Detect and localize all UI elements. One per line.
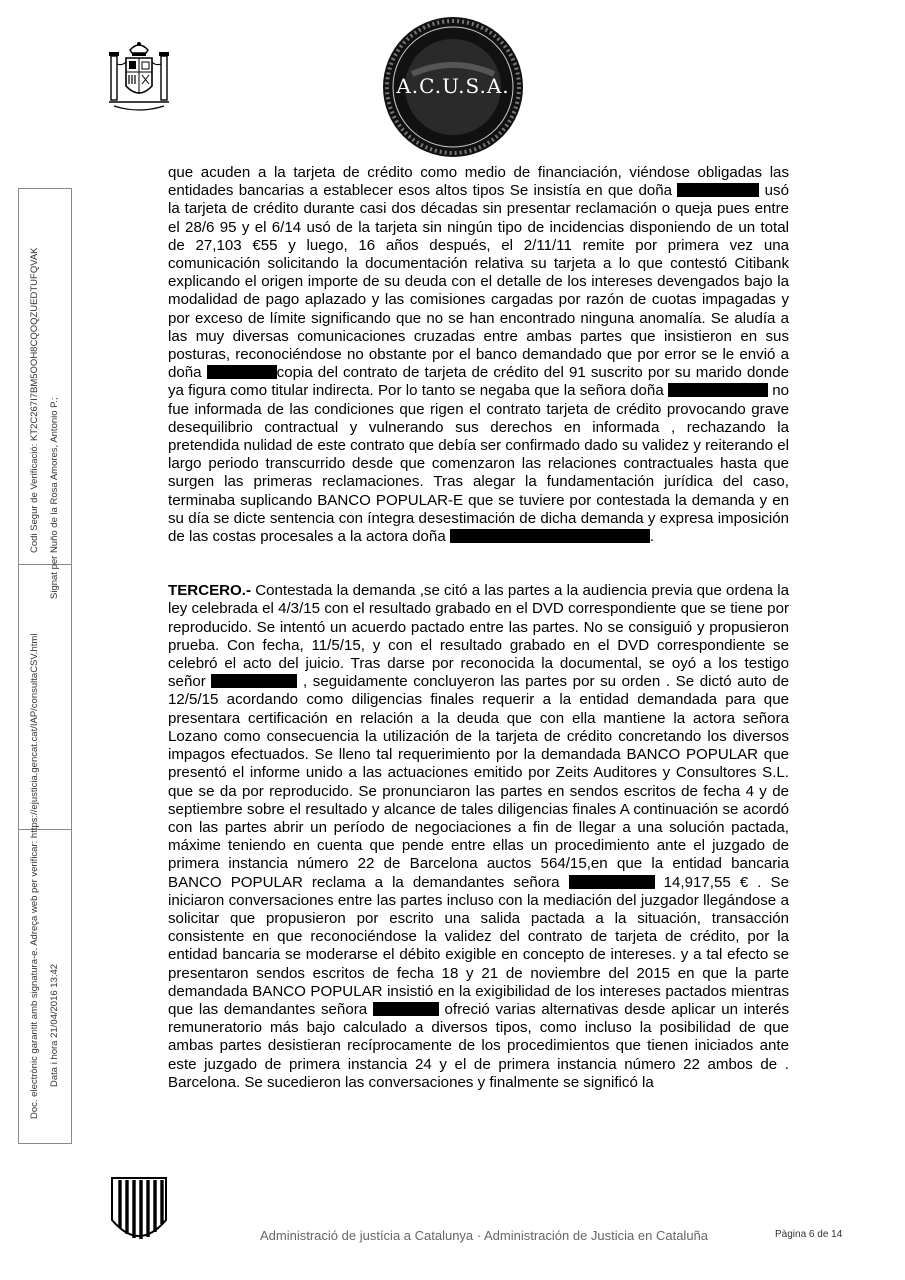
text-run: no fue informada de las condiciones que rigen el contrato tarjeta de crédito provocando grave desequilibrio contractual y vulnerando sus derechos en informada , rechazando la pretendida nulidad de este contrato que debía ser confirmado dado su validez y reiterando el largo periodo transcurrido desde que comenzaron las relaciones contractuales hasta que surgen las primeras reclamaciones. Tras alegar la fundamentación jurídica del caso, terminaba suplicando BANCO POPULAR-E que se tuviere por contestada la demanda y en su día se dicte sentencia con íntegra desestimación de dicha demanda y expresa imposición de las costas procesales a la actora doña: [168, 382, 790, 546]
text-run: Contestada la demanda ,se citó a las partes a la audiencia previa que ordena la ley celebrada el 4/3/15 con el resultado grabado en el DVD correspondiente que se tiene por reproducido. Se intentó un acuerdo pactado entre las partes. No se consiguió y propusieron prueba. Con fecha, 11/5/15, y con el resultado grabado en el DVD correspondiente se celebró el acto del juicio. Tras darse por reconocida la documental, se oyó a los testigo señor: [168, 582, 789, 691]
redaction-bar: [373, 1002, 439, 1016]
redaction-bar: [677, 183, 759, 197]
redaction-bar: [450, 529, 650, 543]
redaction-bar: [569, 875, 655, 889]
acusa-seal-text: A.C.U.S.A.: [396, 74, 510, 98]
paragraph-tercero: [168, 582, 789, 1092]
sidebar-divider: [19, 829, 71, 830]
text-run: .: [649, 528, 655, 546]
spain-coat-of-arms-icon: [108, 40, 170, 114]
sidebar-signed-by: Signat per Nuño de la Rosa Amores, Antonio P.;: [49, 397, 60, 599]
text-run: usó la tarjeta de crédito durante casi dos décadas sin presentar reclamación o queja pues entre el 28/6 95 y el 6/14 usó de la tarjeta sin ningún tipo de incidencias disponiendo de un total de 27,103 €55 y luego, 16 años después, el 2/11/11 remite por primera vez una comunicación solicitando la documentación relativa su tarjeta a lo que contestó Citibank explicando el origen importe de su deuda con el detalle de los intereses devengados bajo la modalidad de pago aplazado y las comisiones cargadas por razón de cuotas impagadas y por exceso de límite significando que no se han encontrado ninguna anomalía. Se aludía a las muy diversas comunicaciones cruzadas entre ambas partes que insistieron en sus posturas, reconociéndose no obstante por el banco demandado que por error se le envió a doña: [168, 182, 789, 382]
verification-sidebar: [18, 188, 72, 1144]
footer-text: Administració de justícia a Catalunya · Administración de Justicia en Cataluña: [260, 1228, 709, 1243]
page-number: Pàgina 6 de 14: [775, 1229, 843, 1240]
document-body: [168, 164, 789, 1092]
paragraph-allegations: [168, 164, 789, 546]
text-run: , seguidamente concluyeron las partes por su orden . Se dictó auto de 12/5/15 acordando como diligencias finales requerir a la entidad demandada para que presentara certificación en relación a la deuda que con ella mantiene la actora señora Lozano como consecuencia la utilización de la tarjeta de crédito concretando los diversos impagos efectuados. Se lleno tal requerimiento por la demandada BANCO POPULAR que presentó el informe unido a las actuaciones emitido por Zeits Auditores y Consultores S.L. que se da por reproducido. Se pronunciaron las partes en sendos escritos de fecha 4 y de septiembre sobre el resultado y alcance de tales diligencias finales A continuación se acordó con las partes abrir un período de negociaciones a fin de llegar a una solución pactada, máxime teniendo en cuenta que pende entre ellas un procedimiento ante el juzgado de primera instancia número 22 de Barcelona auctos 564/15,en que la entidad bancaria BANCO POPULAR reclama a la demandantes señora: [168, 673, 789, 891]
text-run: que acuden a la tarjeta de crédito como medio de financiación, viéndose obligadas las entidades bancarias a establecer esos altos tipos Se insistía en que doña: [168, 164, 789, 200]
section-heading: TERCERO.-: [168, 582, 252, 600]
redaction-bar: [211, 674, 297, 688]
sidebar-verify-url-text: Doc. electrònic garantit amb signatura-e. Adreça web per verificar: https://ejusticia.gencat.cat/IAP/consultaCSV.html: [29, 633, 40, 1119]
text-run: 14,917,55 € . Se iniciaron conversaciones entre las partes incluso con la mediación del juzgador llegándose a solicitar que propusieron por escrito una salida pactada a la situación, transacción consistente en que reconociéndose la validez del contrato de tarjeta de crédito, por la entidad bancaria se moderarse el débito exigible en concepto de intereses. y a tal efecto se presentaron sendos escritos de fecha 18 y 21 de noviembre del 2015 en que la parte demandada BANCO POPULAR insistió en la exigibilidad de los intereses pactados mientras que las demandantes señora: [168, 873, 789, 1018]
sidebar-date-time: Data i hora 21/04/2016 13:42: [49, 963, 60, 1087]
redaction-bar: [668, 383, 768, 397]
generalitat-emblem-icon: [108, 1176, 170, 1248]
text-run: copia del contrato de tarjeta de crédito del 91 suscrito por su marido donde ya figura como titular indirecta. Por lo tanto se negaba que la señora doña: [168, 364, 789, 400]
redaction-bar: [207, 365, 277, 379]
text-run: ofreció varias alternativas desde aplicar un interés remuneratorio más bajo calculado a diversos tipos, como incluso la posibilidad de que ambas partes desistieran recíprocamente de los procedimientos que tienen iniciados ante este juzgado de primera instancia 24 y el de primera instancia número 22 ambos de . Barcelona. Se sucedieron las conversaciones y finalmente se significó la: [168, 1000, 789, 1091]
sidebar-csv-code: Codi Segur de Verificació: KT2C267I7BM5OOH8CQOQZUEDTUFQVAK: [29, 247, 40, 553]
sidebar-divider: [19, 564, 71, 565]
